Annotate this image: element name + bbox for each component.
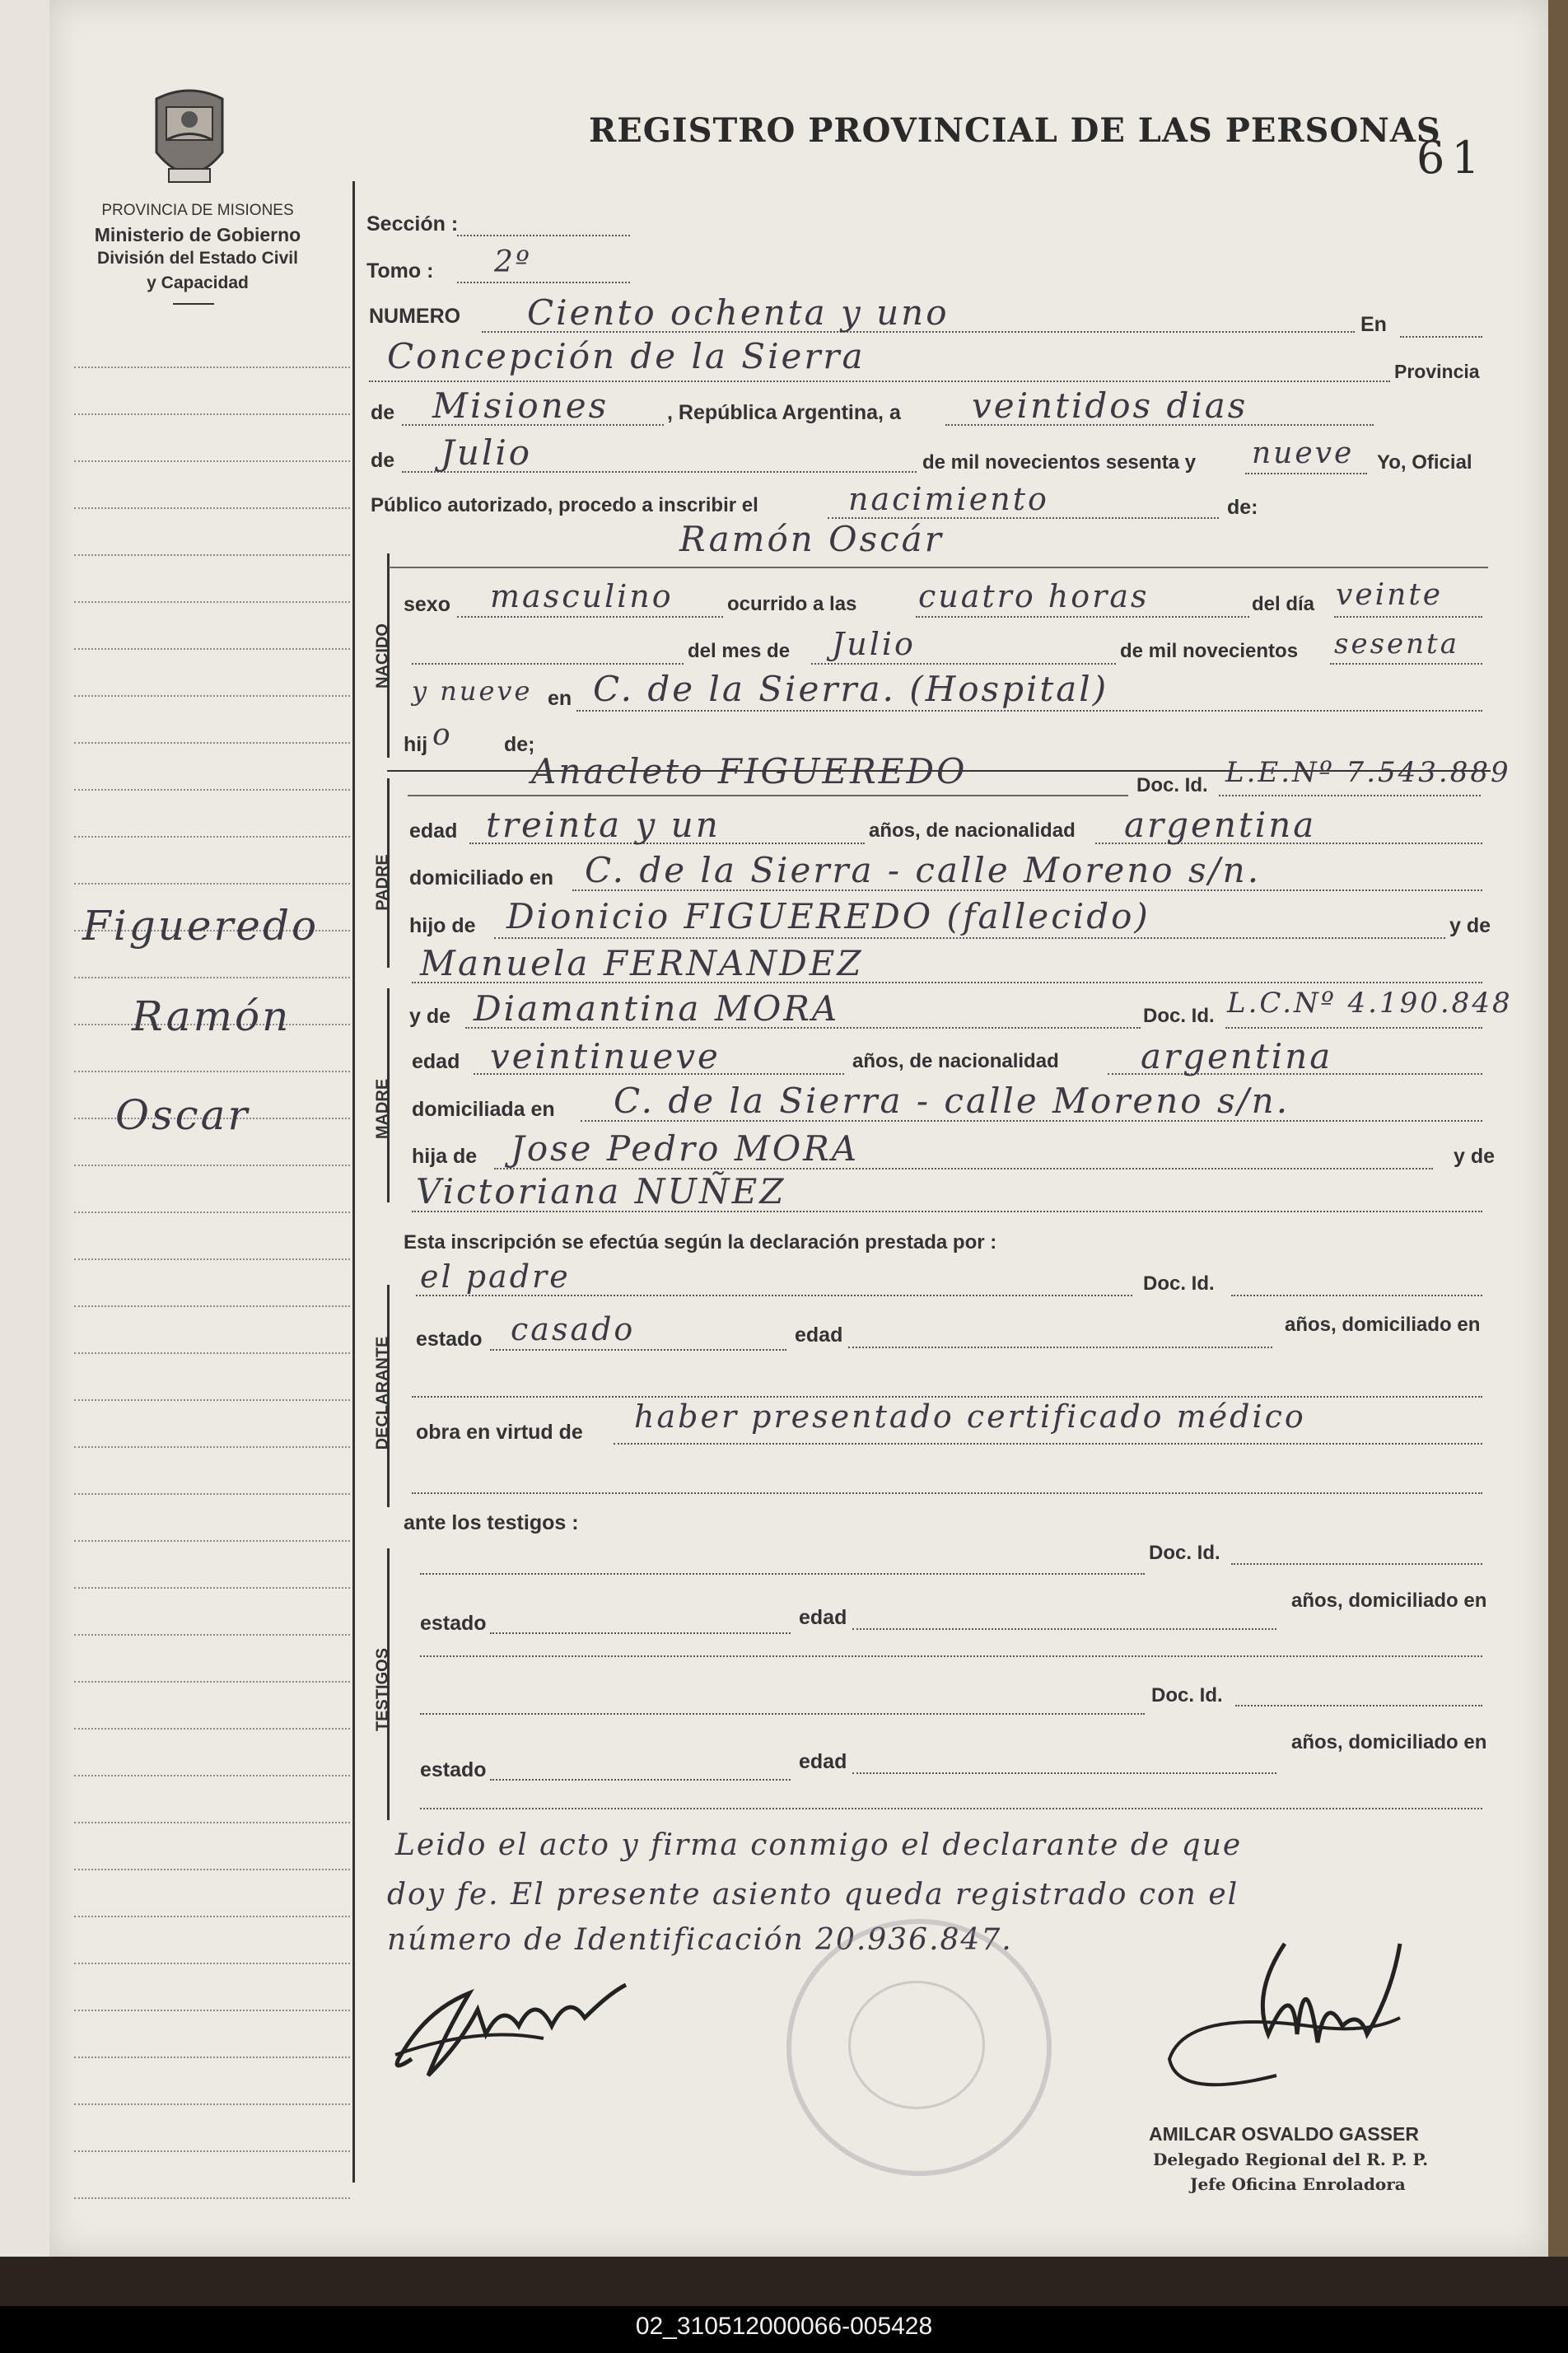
official-signature-icon xyxy=(1153,1911,1449,2117)
declarante-estado-label: estado xyxy=(416,1328,483,1351)
en-label: En xyxy=(1360,313,1387,336)
margin-rule xyxy=(74,2010,350,2011)
division-label: División del Estado Civil xyxy=(97,249,298,268)
padre-doc-line xyxy=(1219,795,1481,796)
margin-rule xyxy=(74,1212,350,1213)
nombre-value: Ramón Oscár xyxy=(679,519,944,559)
column-divider xyxy=(352,181,355,2183)
margin-rule xyxy=(74,1446,350,1448)
margin-rule xyxy=(74,648,350,650)
madre-y-de-label-2: y de xyxy=(1454,1145,1496,1168)
numero-value: Ciento ochenta y uno xyxy=(527,292,950,333)
dia-value: veintidos dias xyxy=(972,385,1248,426)
testigo1-doc-label: Doc. Id. xyxy=(1149,1542,1220,1564)
madre-side-label: MADRE xyxy=(373,1078,392,1140)
padre-side-label: PADRE xyxy=(373,854,392,911)
page-number: 61 xyxy=(1416,132,1486,184)
tomo-line xyxy=(457,282,630,283)
obra-line-2 xyxy=(412,1492,1482,1494)
tomo-value: 2º xyxy=(494,245,532,279)
seccion-line xyxy=(457,235,630,236)
padre-nombre-value: Anacleto FIGUEREDO xyxy=(531,751,968,791)
margin-rule xyxy=(74,1493,350,1495)
margin-rule xyxy=(74,977,350,978)
madre-nac-value: argentina xyxy=(1141,1036,1333,1076)
mes-value: Julio xyxy=(441,432,533,473)
official-title-2: Jefe Oficina Enroladora xyxy=(1190,2174,1406,2194)
mes-nac-line xyxy=(811,663,1116,665)
blank-line xyxy=(412,663,684,665)
margin-rule xyxy=(74,2150,350,2152)
testigo1-dom-line xyxy=(420,1655,1482,1657)
padre-dom-value: C. de la Sierra - calle Moreno s/n. xyxy=(585,850,1262,890)
acto-value: nacimiento xyxy=(848,481,1049,517)
anio-nac-value-1: sesenta xyxy=(1334,628,1459,661)
margin-rule xyxy=(74,1775,350,1776)
testigos-label: ante los testigos : xyxy=(404,1511,579,1534)
provincia-value: Misiones xyxy=(432,385,609,426)
del-mes-label: del mes de xyxy=(688,640,791,662)
hijo-label: hij xyxy=(404,733,428,756)
margin-rule xyxy=(74,554,350,556)
official-title-1: Delegado Regional del R. P. P. xyxy=(1153,2150,1429,2169)
ministry-rule xyxy=(173,303,214,305)
margin-name-2: Oscar xyxy=(115,1091,250,1139)
margin-rule xyxy=(74,507,350,509)
book-right-edge xyxy=(1548,0,1568,2257)
margin-rule xyxy=(74,1165,350,1166)
file-id: 02_310512000066-005428 xyxy=(635,2313,933,2340)
book-spine-edge xyxy=(0,0,52,2257)
margin-rule xyxy=(74,1305,350,1307)
margin-rule xyxy=(74,695,350,697)
margin-rule xyxy=(74,1963,350,1964)
padre-hijo-de-label: hijo de xyxy=(409,914,476,937)
margin-name-1: Ramón xyxy=(132,992,292,1040)
padre-nombre-line xyxy=(408,795,1128,796)
margin-rule xyxy=(74,2103,350,2105)
nombre-line xyxy=(389,567,1488,568)
margin-rule xyxy=(74,1822,350,1823)
tomo-label: Tomo : xyxy=(366,259,434,282)
publico-label: Público autorizado, procedo a inscribir el xyxy=(371,494,758,516)
abuela-p-value: Manuela FERNANDEZ xyxy=(420,943,864,983)
declarante-line xyxy=(416,1295,1132,1296)
yo-oficial-label: Yo, Oficial xyxy=(1377,451,1472,474)
madre-nombre-value: Diamantina MORA xyxy=(474,988,840,1029)
official-stamp-inner xyxy=(848,1981,985,2109)
madre-edad-label: edad xyxy=(412,1050,460,1073)
anio-line xyxy=(1245,473,1367,474)
testigo2-edad-label: edad xyxy=(799,1750,847,1773)
declarante-anos-label: años, domiciliado en xyxy=(1285,1314,1481,1336)
declarante-dom-line xyxy=(412,1396,1482,1398)
de-mil-nov-label: de mil novecientos xyxy=(1120,640,1299,662)
testigo1-estado-line xyxy=(490,1632,791,1634)
padre-edad-value: treinta y un xyxy=(486,805,721,845)
margin-rule xyxy=(74,2197,350,2199)
declarante-value: el padre xyxy=(420,1258,571,1295)
padre-edad-label: edad xyxy=(409,819,458,843)
madre-y-de-label: y de xyxy=(409,1005,451,1028)
declarante-estado-line xyxy=(490,1349,786,1351)
madre-doc-value: L.C.Nº 4.190.848 xyxy=(1227,987,1513,1020)
margin-rule xyxy=(74,1916,350,1917)
declarante-doc-label: Doc. Id. xyxy=(1143,1272,1215,1295)
nota-line-2: doy fe. El presente asiento queda registrado con el xyxy=(387,1878,1239,1912)
margin-rule xyxy=(74,1399,350,1401)
obra-value: haber presentado certificado médico xyxy=(634,1398,1306,1435)
testigos-side-label: TESTIGOS xyxy=(373,1647,392,1732)
margin-rule xyxy=(74,1352,350,1354)
abuela-m-value: Victoriana NUÑEZ xyxy=(416,1171,786,1212)
sexo-line xyxy=(457,616,723,618)
madre-dom-value: C. de la Sierra - calle Moreno s/n. xyxy=(614,1081,1290,1121)
sexo-label: sexo xyxy=(404,593,450,616)
seccion-label: Sección : xyxy=(366,212,459,236)
obra-label: obra en virtud de xyxy=(416,1421,583,1444)
testigo1-edad-label: edad xyxy=(799,1606,847,1629)
madre-edad-value: veintinueve xyxy=(490,1036,721,1076)
de-label-2: de xyxy=(371,449,395,472)
lugar-value: Concepción de la Sierra xyxy=(387,336,866,376)
sexo-value: masculino xyxy=(490,578,674,614)
nota-line-3: número de Identificación 20.936.847. xyxy=(387,1923,1013,1957)
margin-rule xyxy=(74,413,350,415)
testigo2-doc-line xyxy=(1235,1705,1482,1706)
declarant-signature-icon xyxy=(379,1960,692,2092)
margin-rule xyxy=(74,1258,350,1260)
dia-nac-line xyxy=(1334,616,1482,618)
declarante-doc-line xyxy=(1231,1295,1482,1296)
en-line xyxy=(1400,336,1482,338)
inscripcion-label: Esta inscripción se efectúa según la declaración prestada por : xyxy=(404,1231,997,1254)
ministry-label: Ministerio de Gobierno xyxy=(94,224,301,245)
madre-doc-line xyxy=(1225,1027,1482,1029)
provincia-label: Provincia xyxy=(1394,361,1480,382)
de-colon-label: de: xyxy=(1227,496,1258,519)
madre-dom-label: domiciliada en xyxy=(412,1098,555,1121)
hora-value: cuatro horas xyxy=(918,578,1150,614)
de-semicolon-label: de; xyxy=(504,733,535,756)
abuelo-m-value: Jose Pedro MORA xyxy=(511,1128,860,1169)
hijo-suffix: o xyxy=(432,718,453,752)
anio-value: nueve xyxy=(1252,437,1355,470)
lugar-line xyxy=(369,380,1390,382)
en-label-2: en xyxy=(548,687,572,710)
testigo2-doc-label: Doc. Id. xyxy=(1151,1684,1223,1706)
madre-nac-label: años, de nacionalidad xyxy=(852,1050,1059,1072)
declarante-estado-value: casado xyxy=(511,1311,636,1347)
padre-nac-value: argentina xyxy=(1124,805,1317,845)
testigo2-edad-line xyxy=(852,1772,1276,1774)
declarante-edad-label: edad xyxy=(795,1324,843,1347)
margin-rule xyxy=(74,1634,350,1636)
margin-rule xyxy=(74,883,350,885)
margin-rule xyxy=(74,742,350,744)
page-title: REGISTRO PROVINCIAL DE LAS PERSONAS xyxy=(589,111,1441,150)
margin-rule xyxy=(74,1587,350,1589)
testigo2-line xyxy=(420,1713,1145,1715)
margin-surname: Figueredo xyxy=(82,902,320,950)
de-mil-label: de mil novecientos sesenta y xyxy=(922,451,1197,474)
lugar-nac-value: C. de la Sierra. (Hospital) xyxy=(593,669,1109,709)
anio-nac-value-2: y nueve xyxy=(412,675,533,707)
padre-doc-value: L.E.Nº 7.543.889 xyxy=(1225,756,1511,789)
margin-rule xyxy=(74,460,350,462)
de-label: de xyxy=(371,401,395,424)
hora-line xyxy=(916,616,1249,618)
margin-rule xyxy=(74,1071,350,1072)
del-dia-label: del día xyxy=(1252,593,1315,615)
margin-rule xyxy=(74,366,350,368)
testigo2-dom-line xyxy=(420,1808,1482,1809)
ocurrido-label: ocurrido a las xyxy=(727,593,857,615)
coat-of-arms-icon xyxy=(148,82,231,194)
nacido-side-label: NACIDO xyxy=(373,623,392,689)
lugar-nac-line xyxy=(576,710,1482,712)
testigo1-estado-label: estado xyxy=(420,1612,487,1635)
testigo1-line xyxy=(420,1573,1145,1575)
numero-label: NUMERO xyxy=(369,305,461,328)
abuelo-p-line xyxy=(494,937,1445,939)
testigo2-anos-label: años, domiciliado en xyxy=(1291,1731,1487,1753)
declarante-edad-line xyxy=(848,1347,1272,1348)
margin-rule xyxy=(74,1869,350,1870)
padre-y-de-label: y de xyxy=(1449,914,1491,937)
nota-line-1: Leido el acto y firma conmigo el declarante de que xyxy=(395,1828,1243,1862)
dia-nac-value: veinte xyxy=(1336,578,1444,612)
division-label-2: y Capacidad xyxy=(147,273,249,292)
obra-line xyxy=(614,1443,1482,1445)
padre-doc-label: Doc. Id. xyxy=(1136,774,1208,796)
padre-nac-label: años, de nacionalidad xyxy=(869,819,1076,842)
madre-hija-de-label: hija de xyxy=(412,1145,478,1168)
margin-rule xyxy=(74,789,350,791)
declarante-side-label: DECLARANTE xyxy=(373,1336,392,1450)
anio-nac-line xyxy=(1330,663,1482,665)
testigo1-anos-label: años, domiciliado en xyxy=(1291,1590,1487,1612)
abuelo-p-value: Dionicio FIGUEREDO (fallecido) xyxy=(506,896,1150,936)
province-label: PROVINCIA DE MISIONES xyxy=(101,202,294,219)
official-name: AMILCAR OSVALDO GASSER xyxy=(1149,2123,1419,2145)
testigo2-estado-line xyxy=(490,1779,791,1781)
testigo2-estado-label: estado xyxy=(420,1758,487,1781)
margin-rule xyxy=(74,1681,350,1683)
padre-dom-label: domiciliado en xyxy=(409,866,554,889)
margin-rule xyxy=(74,601,350,603)
madre-doc-label: Doc. Id. xyxy=(1143,1005,1215,1027)
republica-label: , República Argentina, a xyxy=(667,401,901,424)
testigo1-doc-line xyxy=(1231,1563,1482,1565)
testigo1-edad-line xyxy=(852,1628,1276,1630)
mes-nac-value: Julio xyxy=(832,626,916,662)
margin-rule xyxy=(74,1540,350,1542)
margin-rule xyxy=(74,2057,350,2058)
margin-rule xyxy=(74,836,350,838)
margin-rule xyxy=(74,1728,350,1730)
